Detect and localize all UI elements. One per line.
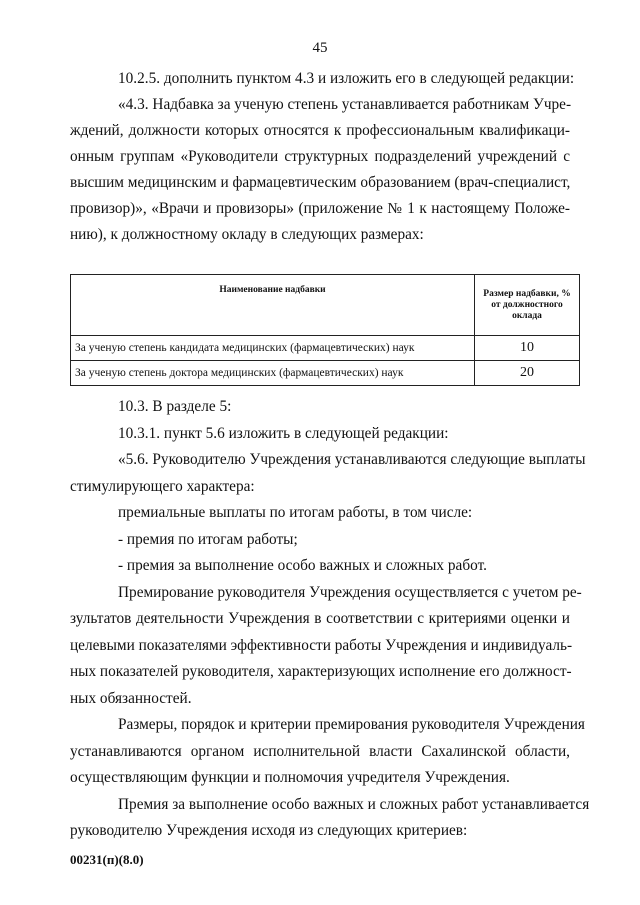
text-line: устанавливаются органом исполнительной власти Сахалинской области, [70, 742, 570, 760]
text-line: провизор)», «Врачи и провизоры» (приложение № 1 к настоящему Положе- [70, 200, 570, 217]
text-line: ных обязанностей. [70, 689, 192, 707]
text-line: нию), к должностному окладу в следующих размерах: [70, 226, 424, 243]
allowance-name-cell: За ученую степень доктора медицинских (фармацевтических) наук [71, 361, 475, 386]
text-line: «4.3. Надбавка за ученую степень устанавливается работникам Учре- [118, 96, 572, 113]
text-line: онным группам «Руководители структурных подразделений учреждений с [70, 148, 570, 165]
text-line: 10.2.5. дополнить пунктом 4.3 и изложить его в следующей редакции: [118, 70, 575, 87]
table-row [71, 336, 580, 361]
intro-paragraphs [70, 66, 575, 248]
page-number: 45 [312, 40, 328, 56]
allowance-value-cell: 10 [475, 336, 580, 361]
text-line: высшим медицинским и фармацевтическим образованием (врач-специалист, [70, 174, 571, 191]
text-line: руководителю Учреждения исходя из следующих критериев: [70, 822, 468, 839]
text-line: 10.3.1. пункт 5.6 изложить в следующей редакции: [118, 424, 449, 442]
allowance-name-cell: За ученую степень кандидата медицинских (фармацевтических) наук [71, 336, 475, 361]
allowance-table [70, 274, 580, 386]
text-line: Премирование руководителя Учреждения осуществляется с учетом ре- [118, 583, 582, 601]
table-row [71, 361, 580, 386]
section-paragraphs [70, 394, 590, 845]
header-allowance-name: Наименование надбавки [71, 275, 475, 336]
text-line: Премия за выполнение особо важных и сложных работ устанавливается [118, 795, 590, 813]
text-line: премиальные выплаты по итогам работы, в том числе: [118, 504, 473, 521]
text-line: ных показателей руководителя, характеризующих исполнение его должност- [70, 663, 572, 680]
text-line: зультатов деятельности Учреждения в соответствии с критериями оценки и [70, 610, 570, 627]
header-allowance-size: Размер надбавки, % от должностного оклада [475, 275, 580, 336]
text-line: 10.3. В разделе 5: [118, 398, 232, 415]
text-line: - премия по итогам работы; [118, 530, 298, 548]
text-line: Размеры, порядок и критерии премирования руководителя Учреждения [118, 716, 585, 733]
text-line: - премия за выполнение особо важных и сложных работ. [118, 557, 487, 574]
text-line: стимулирующего характера: [70, 477, 255, 495]
allowance-value-cell: 20 [475, 361, 580, 386]
text-line: осуществляющим функции и полномочия учредителя Учреждения. [70, 769, 510, 786]
table-header-row [71, 275, 580, 336]
text-line: ждений, должности которых относятся к профессиональным квалификаци- [70, 122, 570, 139]
text-line: целевыми показателями эффективности работы Учреждения и индивидуаль- [70, 636, 573, 654]
document-code: 00231(п)(8.0) [70, 852, 144, 867]
text-line: «5.6. Руководителю Учреждения устанавливаются следующие выплаты [118, 451, 586, 468]
